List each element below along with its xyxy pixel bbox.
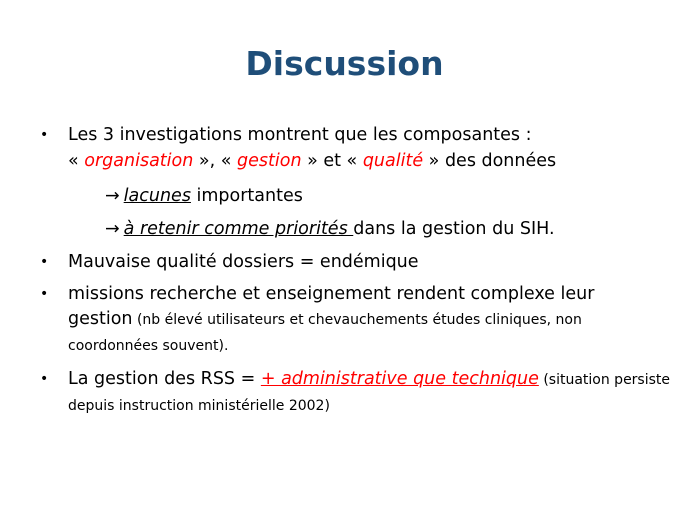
bullet-dot: • bbox=[40, 254, 49, 270]
sub-item-priorites bbox=[40, 216, 670, 242]
quote-separator: », « bbox=[193, 151, 238, 171]
bullet-dot: • bbox=[40, 371, 49, 387]
keyword-priorites: à retenir comme priorités bbox=[123, 219, 354, 239]
bullet-note: (situation persiste depuis instruction ministérielle 2002) bbox=[68, 372, 671, 414]
keyword-administrative: + administrative que technique bbox=[260, 369, 539, 389]
slide-title: Discussion bbox=[245, 44, 444, 83]
keyword-gestion: gestion bbox=[237, 151, 302, 171]
bullet-note: (nb élevé utilisateurs et chevauchements études cliniques, non coordonnées souvent). bbox=[68, 312, 582, 354]
slide-content bbox=[40, 122, 670, 419]
bullet-text: Les 3 investigations montrent que les composantes : bbox=[68, 125, 532, 145]
bullet-text: missions recherche et enseignement rendent complexe leur bbox=[68, 284, 595, 304]
bullet-text: Mauvaise qualité dossiers = endémique bbox=[68, 252, 419, 272]
arrow-right-icon: → bbox=[105, 219, 120, 239]
bullet-item-rss bbox=[40, 367, 670, 419]
keyword-qualite: qualité bbox=[362, 151, 424, 171]
quote-close: » des données bbox=[423, 151, 557, 171]
bullet-dot: • bbox=[40, 286, 49, 302]
sub-text: dans la gestion du SIH. bbox=[353, 219, 555, 239]
sub-text: importantes bbox=[190, 186, 303, 206]
quote-open: « bbox=[68, 151, 85, 171]
bullet-dot: • bbox=[40, 127, 49, 143]
keyword-organisation: organisation bbox=[84, 151, 194, 171]
keyword-lacunes: lacunes bbox=[123, 186, 191, 206]
bullet-item-investigations bbox=[40, 122, 670, 174]
sub-item-lacunes bbox=[40, 183, 670, 209]
arrow-right-icon: → bbox=[105, 186, 120, 206]
bullet-text: La gestion des RSS = bbox=[68, 369, 261, 389]
bullet-item-missions bbox=[40, 282, 670, 359]
quote-separator: » et « bbox=[301, 151, 363, 171]
bullet-text-gestion: gestion bbox=[68, 309, 133, 329]
bullet-item-qualite-dossiers bbox=[40, 249, 670, 275]
